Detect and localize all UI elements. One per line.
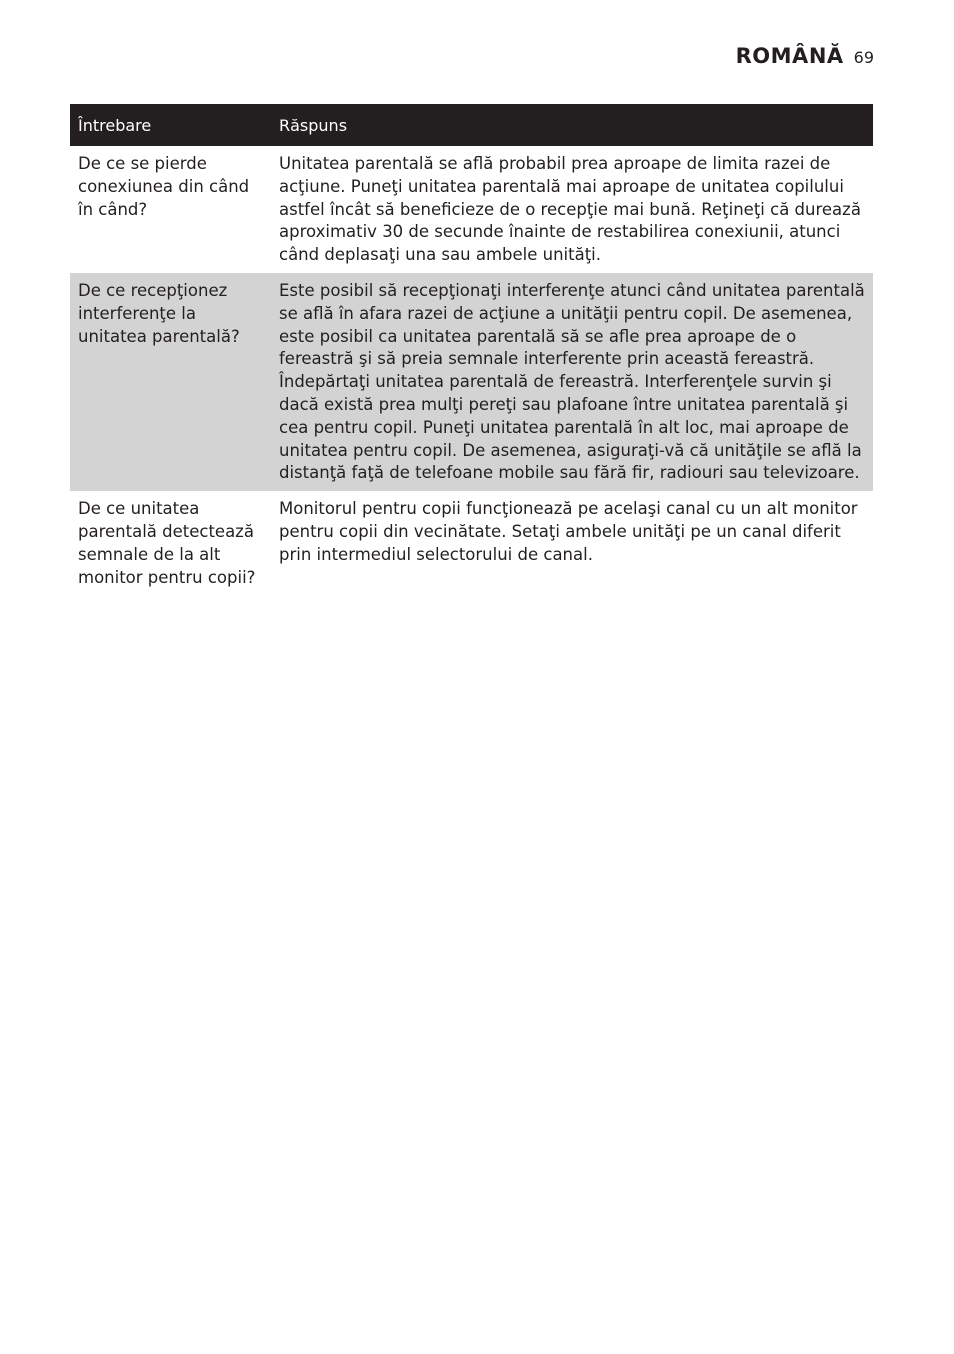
question-cell: De ce se pierde conexiunea din când în când? (78, 154, 250, 219)
table-row (70, 273, 873, 491)
answer-cell: Monitorul pentru copii funcţionează pe acelaşi canal cu un alt monitor pentru copii din vecinătate. Setaţi ambele unităţi pe un canal diferit prin intermediul selectorului de canal. (279, 499, 858, 564)
page-header (736, 44, 874, 68)
table-row (70, 491, 873, 595)
table-header-row (70, 104, 873, 146)
page-number: 69 (853, 48, 874, 67)
answer-cell: Este posibil să recepţionaţi interferenţe atunci când unitatea parentală se află în afara razei de acţiune a unităţii pentru copil. De asemenea, este posibil ca unitatea parentală să se afle prea aproape de o fereastră şi să preia semnale interferente prin această fereastră. Îndepărtaţi unitatea parentală de fereastră. Interferenţele survin şi dacă există prea mulţi pereţi sau plafoane între unitatea parentală şi cea pentru copil. Puneţi unitatea parentală în alt loc, mai aproape de unitatea pentru copil. De asemenea, asiguraţi-vă că unităţile se află la distanţă faţă de telefoane mobile sau fără fir, radiouri sau televizoare. (271, 273, 873, 491)
table-row (70, 146, 873, 273)
question-cell: De ce recepţionez interferenţe la unitatea parentală? (70, 273, 271, 491)
column-header-question: Întrebare (70, 104, 271, 146)
question-cell: De ce unitatea parentală detectează semnale de la alt monitor pentru copii? (78, 499, 256, 587)
language-title: ROMÂNĂ (735, 44, 844, 68)
column-header-answer: Răspuns (271, 104, 873, 146)
answer-cell: Unitatea parentală se află probabil prea aproape de limita razei de acţiune. Puneţi unitatea parentală mai aproape de unitatea copilului astfel încât să beneficieze de o recepţie mai bună. Reţineţi că durează aproximativ 30 de secunde înainte de restabilirea conexiunii, atunci când deplasaţi una sau ambele unităţi. (279, 154, 861, 265)
faq-table (70, 104, 873, 595)
